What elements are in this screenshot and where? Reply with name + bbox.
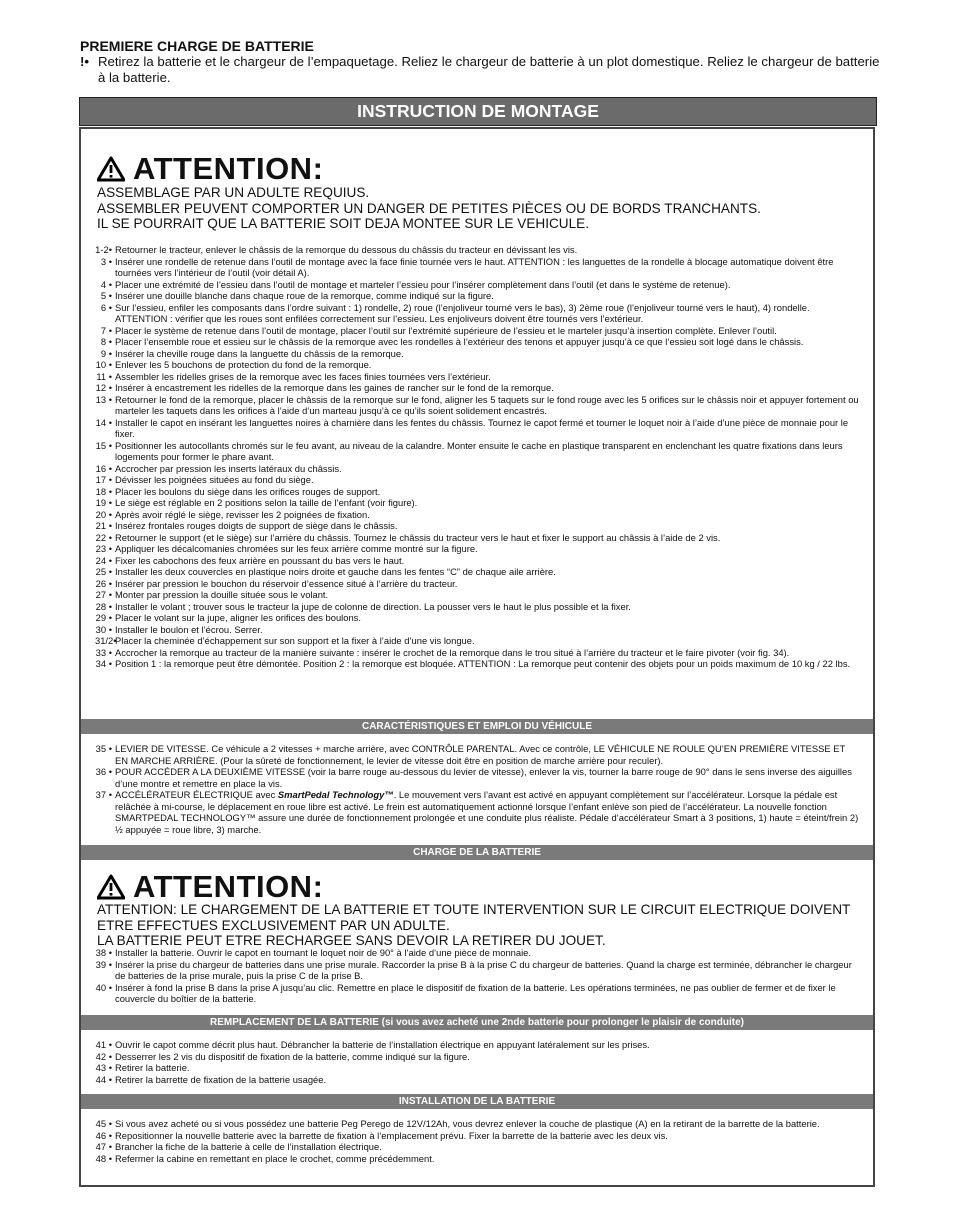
intro-text xyxy=(80,54,880,86)
instruction-frame xyxy=(79,127,875,1187)
step-item xyxy=(95,612,859,624)
step-text: Repositionner la nouvelle batterie avec la barrette de fixation à l’emplacement prévu. Fixer la barrette de la batterie avec les deux vis. xyxy=(115,1129,668,1141)
step-number: 18 • xyxy=(95,485,112,497)
step-item xyxy=(95,555,859,567)
step-number: 3 • xyxy=(100,255,112,267)
step-number: 26 • xyxy=(95,577,112,589)
step-text: Accrocher la remorque au tracteur de la manière suivante : insérer le crochet de la remorque dans le trou situé à l’arrière du tracteur et le faire pivoter (voir fig. 34). xyxy=(115,646,790,658)
step-text: Insérer une rondelle de retenue dans l’outil de montage avec la face finie tournée vers le haut. ATTENTION : les languettes de la rondelle à blocage automatique doivent être tournées vers l’intérieur de l’outil (voir détail A). xyxy=(115,255,834,278)
step-number: 43 • xyxy=(95,1062,112,1073)
step-text: POUR ACCÉDER A LA DEUXIÈME VITESSE (voir la barre rouge au-dessous du levier de vitesse), enlever la vis, tourner la barre rouge de 90° dans le sens inverse des aiguilles d’une montre et remettre en place la vis. xyxy=(115,766,852,789)
step-number: 16 • xyxy=(95,462,112,474)
step-number: 23 • xyxy=(95,543,112,554)
step-text: Placer les boulons du siège dans les orifices rouges de support. xyxy=(115,485,381,497)
step-item xyxy=(95,624,859,636)
step-number: 34 • xyxy=(95,658,112,669)
step-text: Retourner le tracteur, enlever le châssis de la remorque du dessous du châssis du tracteur en dévissant les vis. xyxy=(115,244,578,255)
replace-steps xyxy=(95,1039,859,1085)
step-text: Monter par pression la douille située sous le volant. xyxy=(115,589,329,600)
step-number: 48 • xyxy=(95,1152,112,1164)
step-item xyxy=(95,1039,859,1051)
warning-mark: !• xyxy=(80,54,90,69)
step-item xyxy=(95,766,859,789)
step-number: 46 • xyxy=(95,1129,112,1141)
step-text: Positionner les autocollants chromés sur le feu avant, au niveau de la calandre. Monter ensuite le cache en plastique transparent en enclenchant les quatre fixations dans leurs logements pour former le phare avant. xyxy=(115,439,843,462)
step-text: Ouvrir le capot comme décrit plus haut. Débrancher la batterie de l’installation électrique en appuyant latéralement sur les prises. xyxy=(115,1039,650,1050)
step-item xyxy=(95,290,859,302)
charge-steps xyxy=(95,947,859,1005)
step-text: Insérer une douille blanche dans chaque roue de la remorque, comme indiqué sur la figure. xyxy=(115,290,494,301)
step-number: 29 • xyxy=(95,612,112,623)
step-text: Placer la cheminée d’échappement sur son support et la fixer à l’aide d’une vis longue. xyxy=(115,635,475,646)
step-text: Insérer par pression le bouchon du réservoir d’essence situé à l’arrière du tracteur. xyxy=(115,577,458,589)
step-item xyxy=(95,532,859,544)
step-item xyxy=(95,789,859,835)
step-item xyxy=(95,601,859,613)
step-item xyxy=(95,509,859,521)
step-item xyxy=(95,959,859,982)
step-text: Installer le boulon et l’écrou. Serrer. xyxy=(115,623,263,635)
step-text-emphasis: SmartPedal Technology™ xyxy=(277,789,394,800)
step-item xyxy=(95,256,859,279)
warning-line: ASSEMBLER PEUVENT COMPORTER UN DANGER DE PETITES PIÈCES OU DE BORDS TRANCHANTS. xyxy=(97,200,761,216)
step-text: Placer une extrémité de l’essieu dans l’outil de montage et marteler l’essieu pour l’insérer complètement dans l’outil (et dans le système de retenue). xyxy=(115,278,731,290)
step-item xyxy=(95,578,859,590)
step-item xyxy=(95,635,859,647)
warning-line: IL SE POURRAIT QUE LA BATTERIE SOIT DEJA MONTEE SUR LE VEHICULE. xyxy=(97,216,590,232)
intro-title: PREMIERE CHARGE DE BATTERIE xyxy=(80,38,314,54)
step-item xyxy=(95,336,859,348)
step-number: 42 • xyxy=(95,1050,112,1062)
step-text: Assembler les ridelles grises de la remorque avec les faces finies tournées vers l’extérieur. xyxy=(115,370,491,382)
step-number: 9 • xyxy=(100,347,112,359)
step-number: 10 • xyxy=(95,359,112,370)
step-number: 45 • xyxy=(95,1118,112,1129)
step-number: 41 • xyxy=(95,1039,112,1050)
step-item xyxy=(95,279,859,291)
step-item xyxy=(95,244,859,256)
step-text: Si vous avez acheté ou si vous possédez une batterie Peg Perego de 12V/12Ah, vous devrez enlever la couche de plastique (A) en la retirant de la barrette de la batterie. xyxy=(115,1118,820,1129)
warning-line: ASSEMBLAGE PAR UN ADULTE REQUIUS. xyxy=(97,185,370,200)
step-number: 12 • xyxy=(95,382,112,393)
step-item xyxy=(95,371,859,383)
step-text: Placer le volant sur la jupe, aligner les orifices des boulons. xyxy=(115,612,361,623)
step-text: Appliquer les décalcomanies chromées sur les feux arrière comme montré sur la figure. xyxy=(115,543,478,554)
step-item xyxy=(95,1118,859,1130)
step-number: 14 • xyxy=(95,416,112,428)
step-number: 15 • xyxy=(95,439,112,451)
step-item xyxy=(95,647,859,659)
step-number: 7 • xyxy=(100,324,112,336)
step-text: Insérer la cheville rouge dans la languette du châssis de la remorque. xyxy=(115,347,404,359)
step-number: 40 • xyxy=(95,981,112,993)
step-number: 28 • xyxy=(95,600,112,612)
step-number: 6 • xyxy=(100,301,112,313)
step-item xyxy=(95,1130,859,1142)
step-text xyxy=(115,789,859,835)
step-text: Installer les deux couvercles en plastique noirs droite et gauche dans les fentes “C” de chaque aile arrière. xyxy=(115,566,556,577)
step-text: Le siège est réglable en 2 positions selon la taille de l’enfant (voir figure). xyxy=(115,497,418,508)
step-item xyxy=(95,743,859,766)
attention-warning xyxy=(97,185,877,232)
step-number: 22 • xyxy=(95,531,112,543)
step-item xyxy=(95,982,859,1005)
step-item xyxy=(95,497,859,509)
step-text: Installer le capot en insérant les languettes noires à charnière dans les fentes du châssis. Tournez le capot fermé et tourner le loquet noir à l’aide d’une pièce de monnaie pour le fixer. xyxy=(115,416,849,439)
step-item xyxy=(95,1074,859,1086)
step-text: Desserrer les 2 vis du dispositif de fixation de la batterie, comme indiqué sur la figure. xyxy=(115,1050,470,1062)
step-number: 39 • xyxy=(95,958,112,970)
step-text: Retirer la barrette de fixation de la batterie usagée. xyxy=(115,1073,327,1085)
step-number: 35 • xyxy=(95,743,112,754)
step-item xyxy=(95,589,859,601)
step-text: Enlever les 5 bouchons de protection du fond de la remorque. xyxy=(115,359,372,370)
attention-heading-charge xyxy=(97,869,323,905)
section-bar-vehicle: CARACTÉRISTIQUES ET EMPLOI DU VÉHICULE xyxy=(81,719,873,734)
step-number: 24 • xyxy=(95,554,112,566)
step-item xyxy=(95,1153,859,1165)
step-item xyxy=(95,382,859,394)
step-item xyxy=(95,658,859,670)
step-text: Insérer à encastrement les ridelles de la remorque dans les gaines de rancher sur le fond de la remorque. xyxy=(115,382,554,393)
step-number: 33 • xyxy=(95,646,112,658)
step-text: Retourner le support (et le siège) sur l’arrière du châssis. Tournez le châssis du tracteur vers le haut et fixer le support au châssis à l’aide de 2 vis. xyxy=(115,531,721,543)
step-number: 21 • xyxy=(95,520,112,531)
step-number: 31/2• xyxy=(95,635,117,646)
vehicle-steps xyxy=(95,743,859,835)
attention-title: ATTENTION: xyxy=(133,869,324,904)
step-item xyxy=(95,520,859,532)
warning-line: LA BATTERIE PEUT ETRE RECHARGEE SANS DEVOIR LA RETIRER DU JOUET. xyxy=(97,933,606,949)
step-number: 47 • xyxy=(95,1141,112,1152)
step-number: 20 • xyxy=(95,508,112,520)
step-number: 4 • xyxy=(100,278,112,290)
warning-triangle-icon xyxy=(97,874,125,900)
step-text: Brancher la fiche de la batterie à celle de l’installation électrique. xyxy=(115,1141,382,1152)
step-number: 25 • xyxy=(95,566,112,577)
step-number: 17 • xyxy=(95,474,112,485)
attention-title: ATTENTION: xyxy=(133,151,324,186)
step-item xyxy=(95,1051,859,1063)
step-text: Placer le système de retenue dans l’outil de montage, placer l’outil sur l’extrémité supérieure de l’essieu et le marteler jusqu’à insertion complète. Enlever l’outil. xyxy=(115,324,777,336)
step-text: Installer la batterie. Ouvrir le capot en tournant le loquet noir de 90° à l’aide d’une pièce de monnaie. xyxy=(115,947,531,958)
step-number: 8 • xyxy=(100,336,112,347)
step-item xyxy=(95,474,859,486)
step-text: Insérer à fond la prise B dans la prise A jusqu’au clic. Remettre en place le dispositif de fixation de la batterie. Les opérations terminées, ne pas oublier de fermer et de fixer le couvercle du boîtier de la batterie. xyxy=(115,981,836,1004)
step-number: 30 • xyxy=(95,623,112,635)
step-text: Placer l’ensemble roue et essieu sur le châssis de la remorque avec les rondelles à l’extérieur des tenons et appuyer jusqu’à ce que l’essieu soit logé dans le châssis. xyxy=(115,336,804,347)
step-item xyxy=(95,543,859,555)
step-item xyxy=(95,440,859,463)
step-number: 38 • xyxy=(95,947,112,958)
step-text: Refermer la cabine en remettant en place le crochet, comme précédemment. xyxy=(115,1152,435,1164)
step-text: Après avoir réglé le siège, revisser les 2 poignées de fixation. xyxy=(115,508,370,520)
step-text: Insérer la prise du chargeur de batteries dans une prise murale. Raccorder la prise B à la prise C du chargeur de batteries. Quand la charge est terminée, débrancher le chargeur de batteries de la prise murale, puis la prise C de la prise B. xyxy=(115,958,852,981)
step-text: Insérez frontales rouges doigts de support de siège dans le châssis. xyxy=(115,520,398,531)
step-text: Dévisser les poignées situées au fond du siège. xyxy=(115,474,314,485)
step-number: 19 • xyxy=(95,497,112,508)
section-banner: INSTRUCTION DE MONTAGE xyxy=(79,97,877,126)
step-item xyxy=(95,417,859,440)
step-item xyxy=(95,566,859,578)
step-item xyxy=(95,1062,859,1074)
step-text: Accrocher par pression les inserts latéraux du châssis. xyxy=(115,462,342,474)
step-item xyxy=(95,302,859,325)
step-number: 37 • xyxy=(95,789,112,800)
step-number: 27 • xyxy=(95,589,112,600)
step-item xyxy=(95,463,859,475)
step-text-rest: . Le mouvement vers l’avant est activé en appuyant complètement sur l’accélérateur. Lorsque la pédale est relâchée à mi-course, le déplacement en roue libre est activé. Le frein est automatiquement actionné lorsque l’enfant enlève son pied de l’accélérateur. La nouvelle fonction SMARTPEDAL TECHNOLOGY™ assure une durée de fonctionnement prolongée et une conduite plus réaliste. Pédale d’accélérateur Smart à 3 positions, 1) haute = éteint/frein 2) ½ appuyée = roue libre, 3) marche. xyxy=(115,789,859,835)
attention-heading xyxy=(97,151,323,187)
section-bar-replace: REMPLACEMENT DE LA BATTERIE (si vous avez acheté une 2nde batterie pour prolonger le plaisir de conduite) xyxy=(81,1015,873,1030)
install-steps xyxy=(95,1118,859,1164)
section-bar-install: INSTALLATION DE LA BATTERIE xyxy=(81,1094,873,1109)
step-number: 36 • xyxy=(95,766,112,777)
step-text: LEVIER DE VITESSE. Ce véhicule a 2 vitesses + marche arrière, avec CONTRÔLE PARENTAL. Avec ce contrôle, LE VÉHICULE NE ROULE QU’EN PREMIÈRE VITESSE ET EN MARCHE ARRIÈRE. (Pour la sûreté de fonctionnement, le levier de vitesse doit être en position de marche arrière pour reculer). xyxy=(115,743,846,766)
intro-body: Retirez la batterie et le chargeur de l’empaquetage. Reliez le chargeur de batterie à un plot domestique. Reliez le chargeur de batterie à la batterie. xyxy=(98,54,880,85)
warning-triangle-icon xyxy=(97,156,125,182)
step-item xyxy=(95,394,859,417)
intro-section xyxy=(80,38,880,86)
step-item xyxy=(95,947,859,959)
step-text: Installer le volant ; trouver sous le tracteur la jupe de colonne de direction. La pousser vers le haut le plus possible et la fixer. xyxy=(115,600,631,612)
step-text: Fixer les cabochons des feux arrière en poussant du bas vers le haut. xyxy=(115,554,405,566)
step-item xyxy=(95,348,859,360)
step-number: 1-2• xyxy=(95,244,112,255)
step-item xyxy=(95,359,859,371)
step-text-lead: ACCÉLÉRATEUR ÉLECTRIQUE avec xyxy=(115,789,278,800)
step-text: Sur l’essieu, enfiler les composants dans l’ordre suivant : 1) rondelle, 2) roue (l’enjoliveur tourné vers le bas), 3) 2ème roue (l’enjoliveur tourné vers le haut), 4) rondelle. ATTENTION : vérifier que les roues sont enfilées correctement sur l’essieu. Les enjoliveurs doivent être tournés vers l’extérieur. xyxy=(115,301,810,324)
step-number: 11 • xyxy=(96,370,112,382)
step-number: 5 • xyxy=(100,290,112,301)
step-text: Retourner le fond de la remorque, placer le châssis de la remorque sur le fond, aligner les 5 taquets sur le fond rouge avec les 5 orifices sur le châssis noir et appuyer fortement ou marteler les taquets dans les orifices à l’aide d’un marteau jusqu’à ce qu’ils soient solidement encastrés. xyxy=(115,393,859,416)
attention-warning-charge xyxy=(97,902,877,949)
step-text: Position 1 : la remorque peut être démontée. Position 2 : la remorque est bloquée. ATTENTION : La remorque peut contenir des objets pour un poids maximum de 10 kg / 22 lbs. xyxy=(115,658,851,669)
step-item xyxy=(95,325,859,337)
warning-line: ATTENTION: LE CHARGEMENT DE LA BATTERIE ET TOUTE INTERVENTION SUR LE CIRCUIT ELECTRIQUE DOIVENT ETRE EFFECTUES EXCLUSIVEMENT PAR UN ADULTE. xyxy=(97,902,851,933)
assembly-steps xyxy=(95,244,859,670)
step-item xyxy=(95,1141,859,1153)
step-item xyxy=(95,486,859,498)
step-number: 44 • xyxy=(95,1073,112,1085)
step-text: Retirer la batterie. xyxy=(115,1062,190,1073)
section-bar-charge: CHARGE DE LA BATTERIE xyxy=(81,845,873,860)
step-number: 13 • xyxy=(95,393,112,405)
